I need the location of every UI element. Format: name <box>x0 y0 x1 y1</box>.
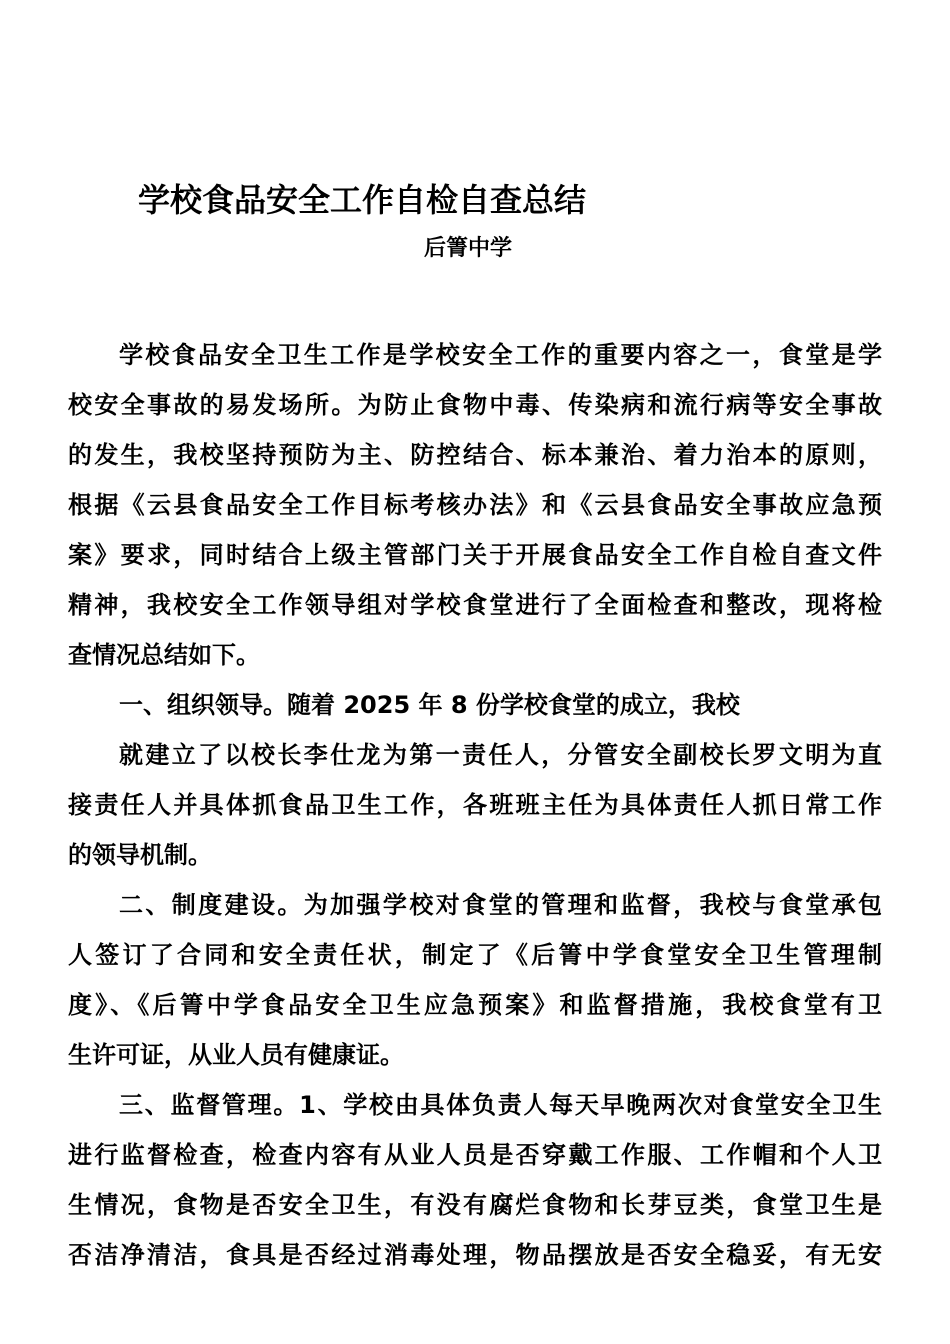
body-line: 人签订了合同和安全责任状，制定了《后箐中学食堂安全卫生管理制 <box>68 941 882 969</box>
body-line: 三、监督管理。1、学校由具体负责人每天早晚两次对食堂安全卫生 <box>119 1091 882 1119</box>
body-line: 生许可证，从业人员有健康证。 <box>68 1041 404 1069</box>
body-line: 根据《云县食品安全工作目标考核办法》和《云县食品安全事故应急预 <box>68 491 882 519</box>
body-line: 接责任人并具体抓食品卫生工作，各班班主任为具体责任人抓日常工作 <box>68 791 882 819</box>
body-line: 学校食品安全卫生工作是学校安全工作的重要内容之一，食堂是学 <box>119 341 882 369</box>
body-line: 查情况总结如下。 <box>68 641 260 669</box>
body-line: 一、组织领导。随着 2025 年 8 份学校食堂的成立，我校 <box>119 691 740 719</box>
body-line: 二、制度建设。为加强学校对食堂的管理和监督，我校与食堂承包 <box>119 891 882 919</box>
body-line: 进行监督检查，检查内容有从业人员是否穿戴工作服、工作帽和个人卫 <box>68 1141 882 1169</box>
document-title: 学校食品安全工作自检自查总结 <box>138 181 587 219</box>
body-line: 否洁净清洁，食具是否经过消毒处理，物品摆放是否安全稳妥，有无安 <box>68 1241 882 1269</box>
body-line: 就建立了以校长李仕龙为第一责任人，分管安全副校长罗文明为直 <box>119 741 882 769</box>
body-line: 度》、《后箐中学食品安全卫生应急预案》和监督措施，我校食堂有卫 <box>68 991 882 1019</box>
body-line: 生情况，食物是否安全卫生，有没有腐烂食物和长芽豆类，食堂卫生是 <box>68 1191 882 1219</box>
body-line: 的发生，我校坚持预防为主、防控结合、标本兼治、着力治本的原则， <box>68 441 882 469</box>
body-line: 校安全事故的易发场所。为防止食物中毒、传染病和流行病等安全事故 <box>68 391 882 419</box>
body-line: 案》要求，同时结合上级主管部门关于开展食品安全工作自检自查文件 <box>68 541 882 569</box>
body-line: 精神，我校安全工作领导组对学校食堂进行了全面检查和整改，现将检 <box>68 591 882 619</box>
body-line: 的领导机制。 <box>68 841 212 869</box>
document-subtitle: 后箐中学 <box>424 236 513 261</box>
document-body <box>68 330 882 1280</box>
